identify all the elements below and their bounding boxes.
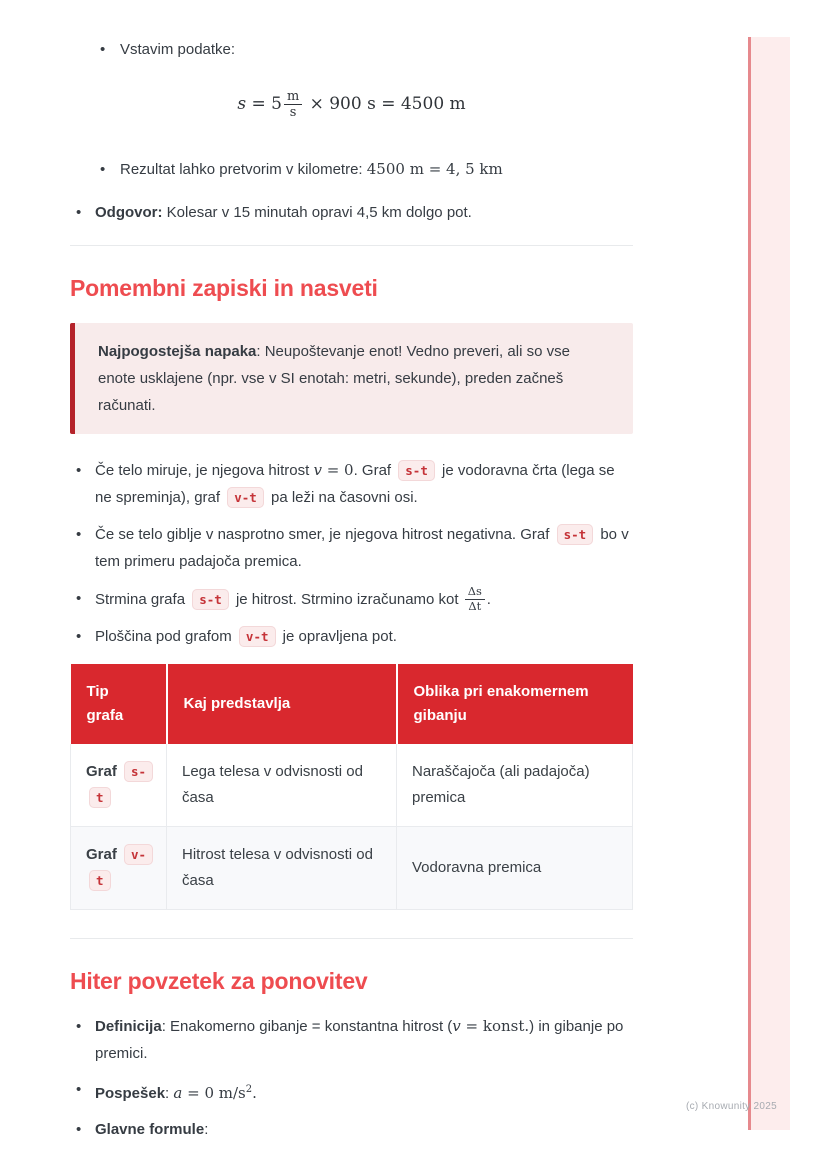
list-item-text: Glavne formule: — [95, 1121, 209, 1139]
list-item-text: Definicija: Enakomerno gibanje = konstantna hitrost (v = konst.) in gibanje po premici. — [95, 1017, 624, 1063]
section-title-summary: Hiter povzetek za ponovitev — [70, 968, 368, 995]
list-item — [70, 585, 633, 613]
list-item-text: Vstavim podatke: — [120, 41, 236, 58]
distance-formula: s = 5 $\frac{m}{s}$ × 900 s = 4500 m — [237, 89, 466, 121]
section-divider — [70, 938, 633, 939]
callout-text: Najpogostejša napaka: Neupoštevanje enot! Vedno preveri, ali so vse enote usklajene (npr. vse v SI enotah: metri, sekunde), preden začneš računati. — [98, 343, 570, 415]
list-item-text: Ploščina pod grafom v-t je opravljena pot. — [95, 628, 397, 646]
section-divider — [70, 245, 633, 246]
table-cell: Hitrost telesa v odvisnosti od časa — [167, 827, 397, 910]
list-item — [70, 457, 633, 511]
list-item-text: Če telo miruje, je njegova hitrost v = 0. Graf s-t je vodoravna črta (lega se ne spreminja), graf v-t pa leži na časovni osi. — [95, 461, 615, 507]
table-header-row — [71, 664, 633, 744]
table-header-cell: Kaj predstavlja — [167, 664, 397, 744]
list-item-vstavim — [70, 36, 633, 63]
table-header-cell: Tip grafa — [71, 664, 167, 744]
table-cell: Vodoravna premica — [397, 827, 633, 910]
list-item-text: Če se telo giblje v nasprotno smer, je njegova hitrost negativna. Graf s-t bo v tem primeru padajoča premica. — [95, 526, 629, 571]
list-item — [70, 1013, 633, 1067]
page-edge-decoration — [748, 37, 790, 1130]
table-cell: Graf s-t — [71, 744, 167, 827]
list-item — [70, 623, 633, 650]
list-item-text: Odgovor: Kolesar v 15 minutah opravi 4,5 km dolgo pot. — [95, 204, 472, 222]
warning-callout — [70, 323, 633, 434]
list-item — [70, 1116, 633, 1143]
summary-list — [70, 1013, 633, 1143]
notes-list — [70, 457, 633, 650]
table-cell: Lega telesa v odvisnosti od časa — [167, 744, 397, 827]
list-item-odgovor — [70, 199, 633, 226]
table-header-cell: Oblika pri enakomernem gibanju — [397, 664, 633, 744]
list-item-rezultat — [70, 156, 633, 183]
list-item-text: Strmina grafa s-t je hitrost. Strmino izračunamo kot $\frac{\Delta s}{\Delta t}$ . — [95, 584, 491, 613]
table-cell: Naraščajoča (ali padajoča) premica — [397, 744, 633, 827]
list-item-text: Pospešek: a = 0 $m/s^2$. — [95, 1084, 257, 1103]
section-title-notes: Pomembni zapiski in nasveti — [70, 275, 378, 302]
table-row — [71, 744, 633, 827]
graph-types-table — [70, 664, 633, 910]
table-row — [71, 827, 633, 910]
table-cell: Graf v-t — [71, 827, 167, 910]
list-item — [70, 1076, 633, 1107]
list-item — [70, 521, 633, 575]
list-item-text: Rezultat lahko pretvorim v kilometre: 4500 m = 4, 5 km — [120, 160, 503, 179]
copyright-watermark: (c) Knowunity 2025 — [686, 1101, 778, 1112]
